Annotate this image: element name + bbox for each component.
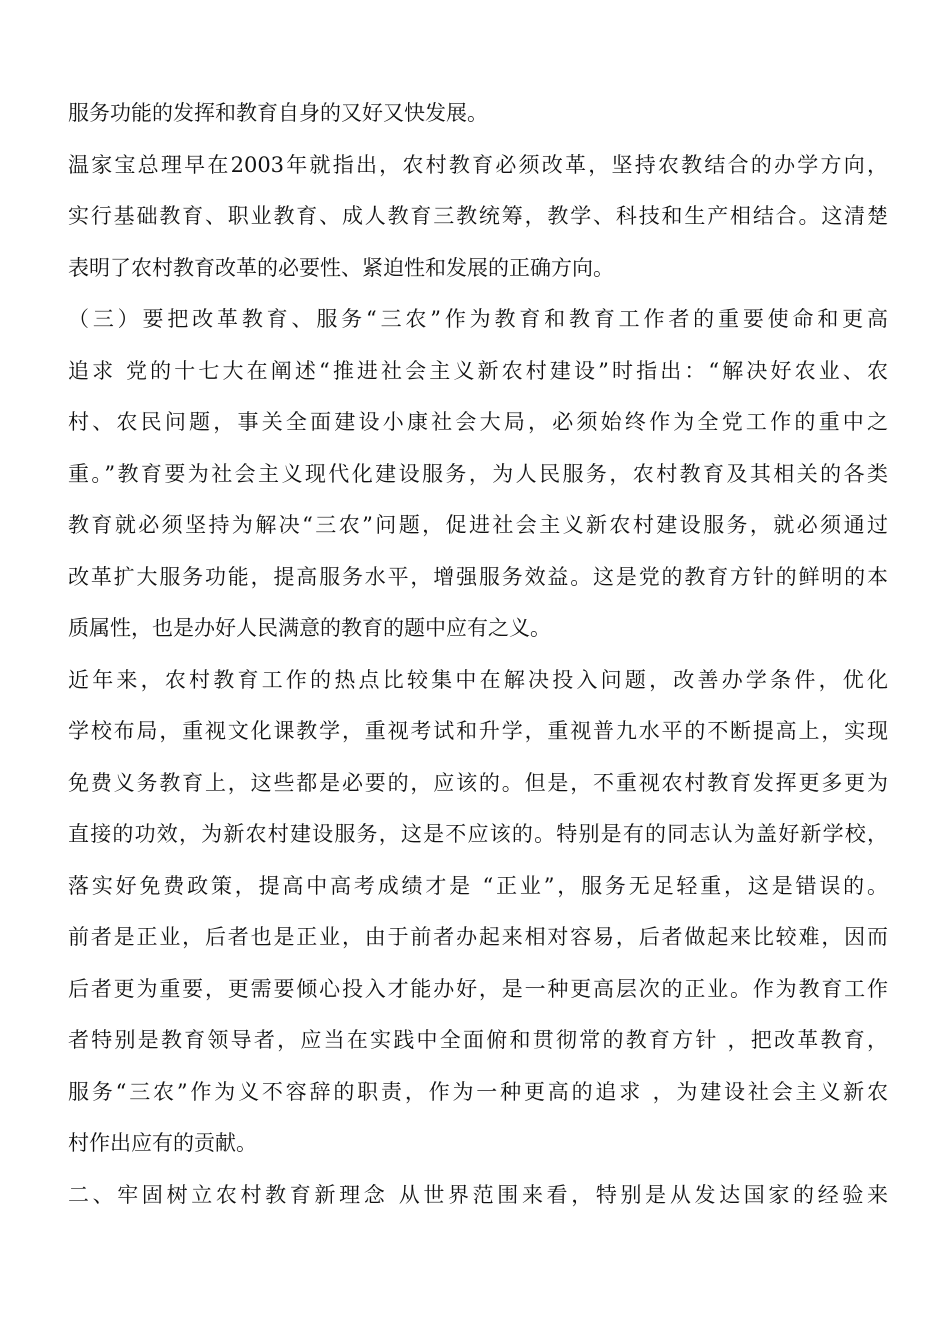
- text-line: 重。”教育要为社会主义现代化建设服务，为人民服务，农村教育及其相关的各类: [68, 461, 888, 486]
- text-line: 免费义务教育上，这些都是必要的，应该的。但是，不重视农村教育发挥更多更为: [68, 770, 888, 795]
- text-line: 改革扩大服务功能，提高服务水平，增强服务效益。这是党的教育方针的鲜明的本: [68, 564, 888, 589]
- text-line: 村作出应有的贡献。: [68, 1131, 257, 1155]
- text-line: 追求 党的十七大在阐述“推进社会主义新农村建设”时指出：“解决好农业、农: [68, 358, 888, 383]
- text-line: （三）要把改革教育、服务“三农”作为教育和教育工作者的重要使命和更高: [68, 307, 888, 331]
- text-line: 温家宝总理早在2003年就指出，农村教育必须改革，坚持农教结合的办学方向，: [68, 152, 888, 177]
- text-line: 学校布局，重视文化课教学，重视考试和升学，重视普九水平的不断提高上，实现: [68, 719, 888, 743]
- text-line: 村、农民问题，事关全面建设小康社会大局，必须始终作为全党工作的重中之: [68, 410, 888, 434]
- text-line: 者特别是教育领导者，应当在实践中全面俯和贯彻常的教育方针 ，把改革教育，: [68, 1028, 888, 1052]
- text-line: 教育就必须坚持为解决“三农”问题，促进社会主义新农村建设服务，就必须通过: [68, 513, 888, 537]
- text-line: 实行基础教育、职业教育、成人教育三教统筹，教学、科技和生产相结合。这清楚: [68, 204, 888, 228]
- document-page: [68, 88, 888, 1221]
- text-line: 前者是正业，后者也是正业，由于前者办起来相对容易，后者做起来比较难，因而: [68, 925, 888, 949]
- text-line: 直接的功效，为新农村建设服务，这是不应该的。特别是有的同志认为盖好新学校，: [68, 822, 888, 846]
- text-line: 表明了农村教育改革的必要性、紧迫性和发展的正确方向。: [68, 255, 614, 280]
- text-line: 服务功能的发挥和教育自身的又好又快发展。: [68, 101, 488, 125]
- text-line: 服务“三农”作为义不容辞的职责，作为一种更高的追求 ，为建设社会主义新农: [68, 1079, 888, 1104]
- text-line: 后者更为重要，更需要倾心投入才能办好，是一种更高层次的正业。作为教育工作: [68, 976, 888, 1001]
- text-line: 落实好免费政策，提高中高考成绩才是 “正业”，服务无足轻重，这是错误的。: [68, 873, 888, 898]
- text-line: 近年来，农村教育工作的热点比较集中在解决投入问题，改善办学条件，优化: [68, 667, 888, 692]
- text-line: 质属性，也是办好人民满意的教育的题中应有之义。: [68, 616, 551, 640]
- text-line: 二、牢固树立农村教育新理念 从世界范围来看，特别是从发达国家的经验来: [68, 1182, 888, 1207]
